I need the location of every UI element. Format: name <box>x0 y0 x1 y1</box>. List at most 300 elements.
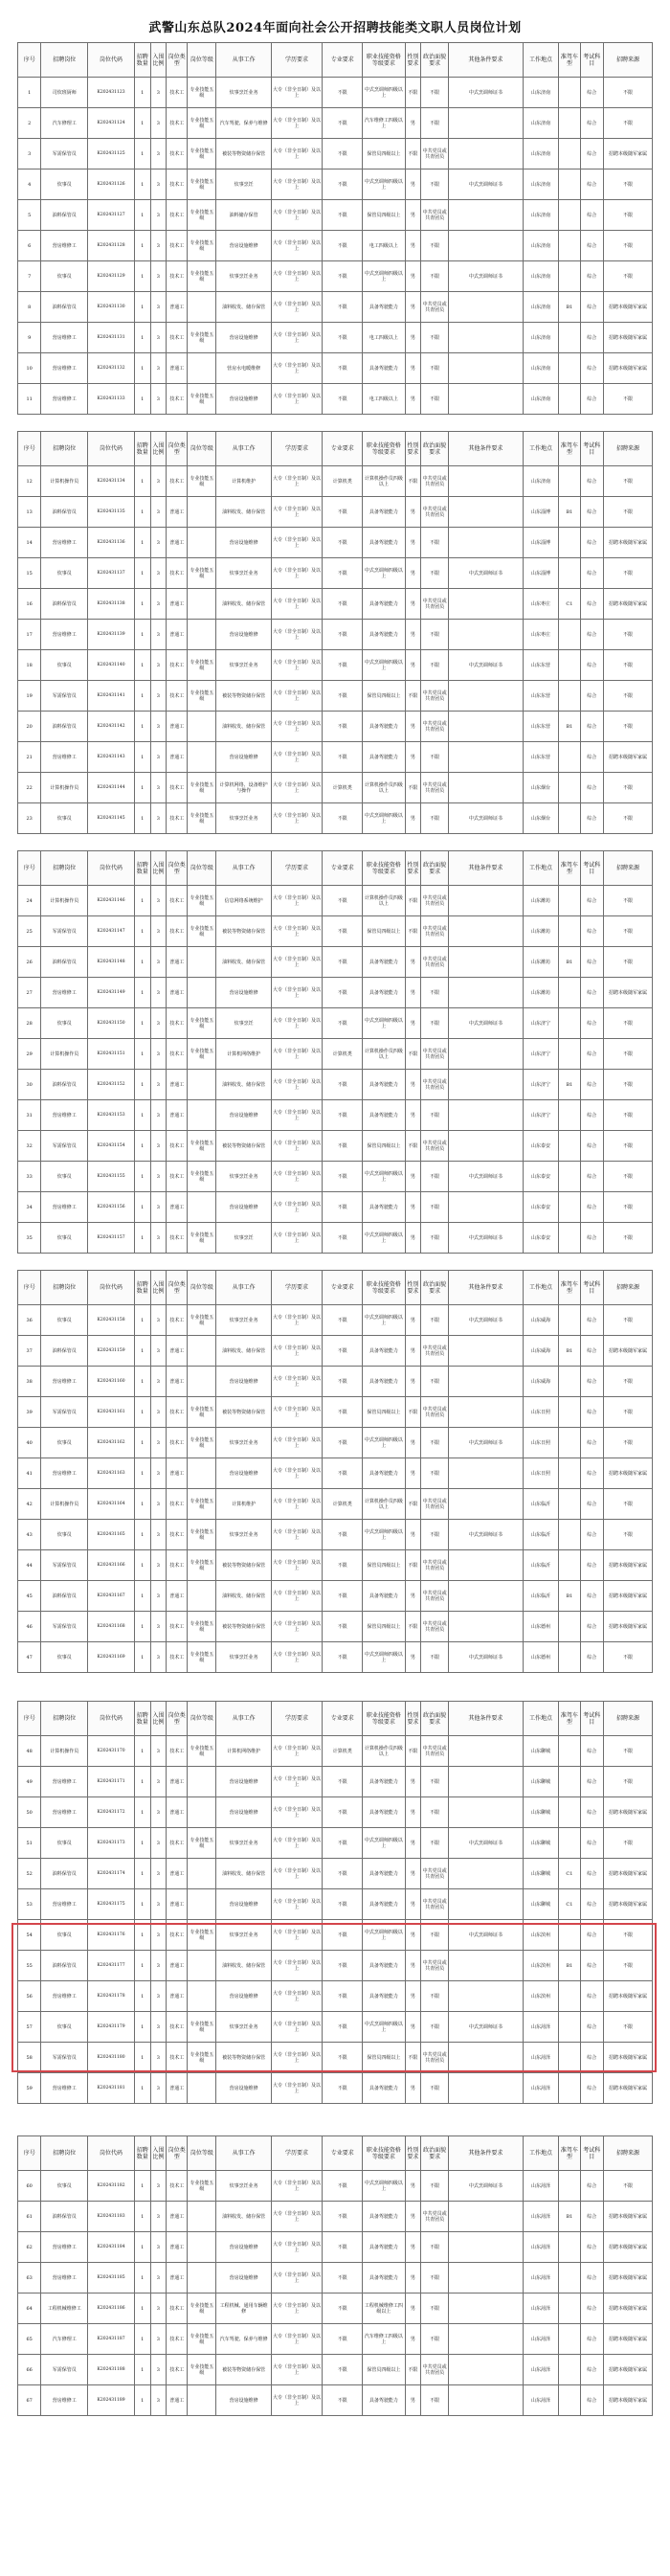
cell-exam-subject: 综合 <box>580 1367 603 1397</box>
cell-license-class <box>559 1192 580 1223</box>
cell-quota: 1 <box>134 323 150 353</box>
cell-other-conditions: 中式烹调师证书 <box>449 1223 524 1254</box>
cell-index: 21 <box>18 742 41 773</box>
cell-shortlist-ratio: 3 <box>150 200 167 231</box>
cell-gender: 男 <box>405 1100 421 1131</box>
cell-work-location: 山东东营 <box>523 681 559 712</box>
cell-shortlist-ratio: 3 <box>150 1397 167 1428</box>
cell-license-class <box>559 1305 580 1336</box>
cell-education: 大专（非全日制）及以上 <box>271 1520 322 1550</box>
cell-exam-subject: 综合 <box>580 108 603 139</box>
cell-license-class <box>559 200 580 231</box>
cell-quota: 1 <box>134 2012 150 2043</box>
cell-post-code: K202431183 <box>88 2202 135 2232</box>
cell-post-code: K202431153 <box>88 1100 135 1131</box>
cell-gender: 不限 <box>405 139 421 169</box>
cell-other-conditions <box>449 1070 524 1100</box>
cell-work-content: 计算机维护 <box>216 1489 272 1520</box>
cell-skill-cert: 保管员四级以上 <box>363 2355 405 2385</box>
cell-post-type: 技术工 <box>167 1131 188 1162</box>
cell-quota: 1 <box>134 2355 150 2385</box>
cell-education: 大专（非全日制）及以上 <box>271 108 322 139</box>
column-header-education: 学历要求 <box>271 1271 322 1305</box>
cell-skill-cert: 保管员四级以上 <box>363 1131 405 1162</box>
column-header-license-class: 准驾车型 <box>559 1271 580 1305</box>
cell-exam-subject: 综合 <box>580 681 603 712</box>
cell-recruit-source: 不限 <box>603 2012 652 2043</box>
column-header-political-status: 政治面貌要求 <box>421 1271 449 1305</box>
cell-skill-cert: 中式烹调师四级以上 <box>363 1920 405 1951</box>
cell-post-name: 营房维修工 <box>41 1367 88 1397</box>
cell-political-status: 中共党员或共青团员 <box>421 1581 449 1612</box>
cell-recruit-source: 招聘本级随军家属 <box>603 528 652 558</box>
cell-gender: 不限 <box>405 1550 421 1581</box>
cell-index: 22 <box>18 773 41 803</box>
cell-post-level <box>188 1581 216 1612</box>
table-row <box>18 1859 653 1889</box>
cell-major: 不限 <box>323 1223 363 1254</box>
column-header-work-content: 从事工作 <box>216 43 272 78</box>
cell-political-status: 中共党员或共青团员 <box>421 1859 449 1889</box>
cell-post-level <box>188 1981 216 2012</box>
table-panel-6 <box>17 2135 653 2416</box>
cell-major: 不限 <box>323 1305 363 1336</box>
cell-quota: 1 <box>134 2171 150 2202</box>
cell-shortlist-ratio: 3 <box>150 803 167 834</box>
cell-index: 3 <box>18 139 41 169</box>
cell-post-name: 军需保管员 <box>41 1131 88 1162</box>
cell-gender: 男 <box>405 1520 421 1550</box>
cell-education: 大专（非全日制）及以上 <box>271 2263 322 2294</box>
cell-exam-subject: 综合 <box>580 558 603 589</box>
cell-index: 28 <box>18 1008 41 1039</box>
cell-post-level: 专业技能五级 <box>188 886 216 916</box>
cell-other-conditions: 中式烹调师证书 <box>449 1920 524 1951</box>
cell-post-code: K202431123 <box>88 78 135 108</box>
cell-work-content: 营房设施维修 <box>216 620 272 650</box>
cell-exam-subject: 综合 <box>580 169 603 200</box>
cell-post-level <box>188 1889 216 1920</box>
cell-gender: 男 <box>405 1336 421 1367</box>
cell-index: 64 <box>18 2294 41 2324</box>
column-header-work-location: 工作地点 <box>523 1271 559 1305</box>
cell-work-location: 山东聊城 <box>523 1767 559 1797</box>
cell-shortlist-ratio: 3 <box>150 1828 167 1859</box>
cell-post-type: 普通工 <box>167 1859 188 1889</box>
cell-post-name: 军需保管员 <box>41 681 88 712</box>
cell-post-code: K202431154 <box>88 1131 135 1162</box>
cell-recruit-source: 不限 <box>603 2171 652 2202</box>
cell-political-status: 中共党员或共青团员 <box>421 1612 449 1642</box>
cell-post-level: 专业技能五级 <box>188 78 216 108</box>
cell-gender: 男 <box>405 1192 421 1223</box>
cell-work-location: 山东东营 <box>523 712 559 742</box>
cell-gender: 男 <box>405 1223 421 1254</box>
cell-exam-subject: 综合 <box>580 1070 603 1100</box>
cell-education: 大专（非全日制）及以上 <box>271 712 322 742</box>
cell-education: 大专（非全日制）及以上 <box>271 2324 322 2355</box>
column-header-skill-cert: 职业技能资格等级要求 <box>363 1702 405 1736</box>
table-row <box>18 978 653 1008</box>
cell-index: 45 <box>18 1581 41 1612</box>
column-header-exam-subject: 考试科目 <box>580 432 603 466</box>
cell-political-status: 中共党员或共青团员 <box>421 681 449 712</box>
cell-index: 42 <box>18 1489 41 1520</box>
cell-shortlist-ratio: 3 <box>150 1162 167 1192</box>
cell-work-location: 山东淄博 <box>523 528 559 558</box>
column-header-political-status: 政治面貌要求 <box>421 1702 449 1736</box>
cell-political-status: 中共党员或共青团员 <box>421 497 449 528</box>
cell-skill-cert: 具备驾驶能力 <box>363 2385 405 2416</box>
cell-political-status: 不限 <box>421 1008 449 1039</box>
cell-post-type: 技术工 <box>167 2171 188 2202</box>
cell-quota: 1 <box>134 2043 150 2073</box>
cell-work-location: 山东菏泽 <box>523 2385 559 2416</box>
cell-post-type: 普通工 <box>167 2263 188 2294</box>
cell-post-type: 技术工 <box>167 1428 188 1458</box>
cell-major: 不限 <box>323 978 363 1008</box>
cell-work-content: 炊事烹饪业务 <box>216 1828 272 1859</box>
column-header-post-level: 岗位等级 <box>188 432 216 466</box>
cell-recruit-source: 不限 <box>603 466 652 497</box>
cell-work-content: 工程机械、通用车辆维修 <box>216 2294 272 2324</box>
cell-other-conditions <box>449 1612 524 1642</box>
cell-education: 大专（非全日制）及以上 <box>271 261 322 292</box>
cell-post-type: 技术工 <box>167 558 188 589</box>
cell-post-name: 营房维修工 <box>41 528 88 558</box>
cell-exam-subject: 综合 <box>580 1131 603 1162</box>
cell-work-location: 山东日照 <box>523 1458 559 1489</box>
cell-work-content: 被装等物资储存保管 <box>216 1131 272 1162</box>
cell-post-type: 普通工 <box>167 1100 188 1131</box>
cell-license-class: C1 <box>559 589 580 620</box>
cell-post-code: K202431179 <box>88 2012 135 2043</box>
cell-gender: 不限 <box>405 916 421 947</box>
cell-exam-subject: 综合 <box>580 1458 603 1489</box>
cell-post-name: 炊事员 <box>41 1223 88 1254</box>
cell-work-content: 油料收发、储存保管 <box>216 497 272 528</box>
cell-exam-subject: 综合 <box>580 1428 603 1458</box>
cell-exam-subject: 综合 <box>580 1859 603 1889</box>
cell-post-name: 炊事员 <box>41 2012 88 2043</box>
cell-skill-cert: 具备驾驶能力 <box>363 2202 405 2232</box>
cell-education: 大专（非全日制）及以上 <box>271 2012 322 2043</box>
cell-work-content: 油料收发、储存保管 <box>216 1336 272 1367</box>
cell-work-content: 油料收发、储存保管 <box>216 1951 272 1981</box>
cell-political-status: 不限 <box>421 2294 449 2324</box>
cell-work-content: 计算机网络维护 <box>216 1736 272 1767</box>
cell-post-level <box>188 1192 216 1223</box>
cell-gender: 男 <box>405 2202 421 2232</box>
cell-exam-subject: 综合 <box>580 384 603 415</box>
column-header-index: 序号 <box>18 1271 41 1305</box>
cell-education: 大专（非全日制）及以上 <box>271 916 322 947</box>
cell-shortlist-ratio: 3 <box>150 620 167 650</box>
table-row <box>18 1612 653 1642</box>
column-header-recruit-source: 招聘来源 <box>603 432 652 466</box>
cell-education: 大专（非全日制）及以上 <box>271 1951 322 1981</box>
cell-exam-subject: 综合 <box>580 650 603 681</box>
cell-post-type: 技术工 <box>167 886 188 916</box>
cell-post-name: 营房维修工 <box>41 2263 88 2294</box>
cell-post-level: 专业技能五级 <box>188 1008 216 1039</box>
cell-work-location: 山东济南 <box>523 139 559 169</box>
column-header-work-content: 从事工作 <box>216 2136 272 2171</box>
cell-license-class <box>559 2232 580 2263</box>
cell-major: 不限 <box>323 2355 363 2385</box>
cell-work-location: 山东滨州 <box>523 1920 559 1951</box>
cell-political-status: 不限 <box>421 1828 449 1859</box>
cell-index: 12 <box>18 466 41 497</box>
cell-exam-subject: 综合 <box>580 2202 603 2232</box>
cell-post-level <box>188 1458 216 1489</box>
column-header-shortlist-ratio: 入围比例 <box>150 2136 167 2171</box>
cell-post-type: 技术工 <box>167 78 188 108</box>
cell-recruit-source: 不限 <box>603 712 652 742</box>
cell-recruit-source: 不限 <box>603 1736 652 1767</box>
cell-political-status: 中共党员或共青团员 <box>421 886 449 916</box>
column-header-education: 学历要求 <box>271 851 322 886</box>
cell-post-type: 普通工 <box>167 978 188 1008</box>
cell-index: 40 <box>18 1428 41 1458</box>
cell-post-level <box>188 2073 216 2104</box>
cell-education: 大专（非全日制）及以上 <box>271 650 322 681</box>
cell-post-level: 专业技能五级 <box>188 1550 216 1581</box>
column-header-major: 专业要求 <box>323 851 363 886</box>
cell-post-level: 专业技能五级 <box>188 200 216 231</box>
cell-political-status: 中共党员或共青团员 <box>421 1397 449 1428</box>
cell-work-location: 山东威海 <box>523 1305 559 1336</box>
table-row <box>18 1223 653 1254</box>
cell-index: 65 <box>18 2324 41 2355</box>
cell-license-class <box>559 1642 580 1673</box>
column-header-exam-subject: 考试科目 <box>580 1271 603 1305</box>
cell-index: 58 <box>18 2043 41 2073</box>
cell-post-level: 专业技能五级 <box>188 1428 216 1458</box>
column-header-major: 专业要求 <box>323 1271 363 1305</box>
cell-political-status: 中共党员或共青团员 <box>421 947 449 978</box>
cell-work-location: 山东济南 <box>523 231 559 261</box>
cell-work-location: 山东菏泽 <box>523 2355 559 2385</box>
cell-gender: 男 <box>405 2073 421 2104</box>
cell-post-level: 专业技能五级 <box>188 261 216 292</box>
column-header-major: 专业要求 <box>323 432 363 466</box>
cell-post-name: 军需保管员 <box>41 2043 88 2073</box>
cell-post-name: 营房维修工 <box>41 978 88 1008</box>
cell-recruit-source: 不限 <box>603 1162 652 1192</box>
cell-post-type: 普通工 <box>167 712 188 742</box>
cell-education: 大专（非全日制）及以上 <box>271 1736 322 1767</box>
cell-work-content: 营房设施维修 <box>216 2263 272 2294</box>
cell-education: 大专（非全日制）及以上 <box>271 1859 322 1889</box>
cell-post-type: 普通工 <box>167 2232 188 2263</box>
table-panel-2 <box>17 431 653 834</box>
cell-work-content: 信息网络系统维护 <box>216 886 272 916</box>
column-header-gender: 性别要求 <box>405 851 421 886</box>
cell-post-level <box>188 712 216 742</box>
cell-post-code: K202431175 <box>88 1889 135 1920</box>
cell-post-type: 技术工 <box>167 261 188 292</box>
cell-quota: 1 <box>134 589 150 620</box>
cell-post-type: 普通工 <box>167 947 188 978</box>
cell-index: 15 <box>18 558 41 589</box>
cell-work-content: 炊事烹饪业务 <box>216 78 272 108</box>
cell-major: 不限 <box>323 2294 363 2324</box>
cell-skill-cert: 具备驾驶能力 <box>363 1336 405 1367</box>
cell-work-location: 山东济宁 <box>523 1100 559 1131</box>
cell-quota: 1 <box>134 803 150 834</box>
cell-quota: 1 <box>134 2324 150 2355</box>
cell-license-class <box>559 139 580 169</box>
cell-work-location: 山东菏泽 <box>523 2232 559 2263</box>
cell-exam-subject: 综合 <box>580 1828 603 1859</box>
cell-license-class <box>559 803 580 834</box>
table-row <box>18 886 653 916</box>
cell-work-location: 山东枣庄 <box>523 589 559 620</box>
cell-other-conditions <box>449 2202 524 2232</box>
cell-other-conditions: 中式烹调师证书 <box>449 2171 524 2202</box>
table-row <box>18 1767 653 1797</box>
cell-education: 大专（非全日制）及以上 <box>271 803 322 834</box>
cell-gender: 男 <box>405 231 421 261</box>
table-row <box>18 169 653 200</box>
cell-license-class <box>559 169 580 200</box>
cell-political-status: 不限 <box>421 978 449 1008</box>
cell-work-content: 被装等物资储存保管 <box>216 916 272 947</box>
cell-education: 大专（非全日制）及以上 <box>271 1550 322 1581</box>
cell-post-level: 专业技能五级 <box>188 108 216 139</box>
column-header-other-conditions: 其他条件要求 <box>449 851 524 886</box>
cell-index: 19 <box>18 681 41 712</box>
cell-exam-subject: 综合 <box>580 2263 603 2294</box>
cell-post-name: 计算机操作员 <box>41 1736 88 1767</box>
cell-index: 49 <box>18 1767 41 1797</box>
cell-education: 大专（非全日制）及以上 <box>271 2043 322 2073</box>
header-row <box>18 851 653 886</box>
cell-gender: 不限 <box>405 1131 421 1162</box>
cell-shortlist-ratio: 3 <box>150 1100 167 1131</box>
cell-quota: 1 <box>134 231 150 261</box>
cell-work-content: 炊事烹饪 <box>216 1008 272 1039</box>
cell-other-conditions <box>449 742 524 773</box>
cell-gender: 男 <box>405 1458 421 1489</box>
cell-post-level <box>188 1070 216 1100</box>
cell-post-name: 计算机操作员 <box>41 466 88 497</box>
cell-work-content: 炊事烹饪业务 <box>216 1305 272 1336</box>
cell-major: 不限 <box>323 497 363 528</box>
cell-major: 计算机类 <box>323 773 363 803</box>
column-header-recruit-source: 招聘来源 <box>603 1702 652 1736</box>
cell-index: 38 <box>18 1367 41 1397</box>
cell-post-code: K202431151 <box>88 1039 135 1070</box>
column-header-other-conditions: 其他条件要求 <box>449 1271 524 1305</box>
cell-skill-cert: 中式烹调师四级以上 <box>363 558 405 589</box>
cell-major: 计算机类 <box>323 1489 363 1520</box>
cell-political-status: 不限 <box>421 650 449 681</box>
column-header-exam-subject: 考试科目 <box>580 851 603 886</box>
cell-license-class <box>559 2385 580 2416</box>
cell-index: 51 <box>18 1828 41 1859</box>
cell-quota: 1 <box>134 2385 150 2416</box>
cell-other-conditions: 中式烹调师证书 <box>449 1162 524 1192</box>
column-header-shortlist-ratio: 入围比例 <box>150 1271 167 1305</box>
table-row <box>18 2073 653 2104</box>
cell-shortlist-ratio: 3 <box>150 742 167 773</box>
cell-index: 46 <box>18 1612 41 1642</box>
cell-skill-cert: 中式烹调师四级以上 <box>363 1520 405 1550</box>
cell-post-name: 油料保管员 <box>41 1581 88 1612</box>
cell-gender: 男 <box>405 1767 421 1797</box>
cell-license-class <box>559 978 580 1008</box>
cell-post-name: 油料保管员 <box>41 1070 88 1100</box>
cell-post-level: 专业技能五级 <box>188 916 216 947</box>
cell-political-status: 不限 <box>421 1797 449 1828</box>
cell-post-name: 营房维修工 <box>41 2385 88 2416</box>
cell-post-type: 普通工 <box>167 1581 188 1612</box>
cell-gender: 不限 <box>405 773 421 803</box>
cell-post-name: 炊事员 <box>41 1642 88 1673</box>
table-row <box>18 323 653 353</box>
cell-post-level: 专业技能五级 <box>188 1828 216 1859</box>
cell-post-name: 军需保管员 <box>41 916 88 947</box>
cell-post-type: 技术工 <box>167 1736 188 1767</box>
cell-post-code: K202431163 <box>88 1458 135 1489</box>
cell-exam-subject: 综合 <box>580 1336 603 1367</box>
cell-post-level: 专业技能五级 <box>188 1305 216 1336</box>
cell-license-class <box>559 1828 580 1859</box>
cell-other-conditions <box>449 1951 524 1981</box>
cell-education: 大专（非全日制）及以上 <box>271 947 322 978</box>
cell-education: 大专（非全日制）及以上 <box>271 1223 322 1254</box>
cell-post-code: K202431184 <box>88 2232 135 2263</box>
cell-post-code: K202431157 <box>88 1223 135 1254</box>
cell-index: 47 <box>18 1642 41 1673</box>
cell-license-class <box>559 353 580 384</box>
cell-major: 不限 <box>323 323 363 353</box>
table-row <box>18 2202 653 2232</box>
cell-quota: 1 <box>134 1520 150 1550</box>
cell-exam-subject: 综合 <box>580 620 603 650</box>
cell-recruit-source: 招聘本级随军家属 <box>603 978 652 1008</box>
cell-index: 50 <box>18 1797 41 1828</box>
cell-education: 大专（非全日制）及以上 <box>271 1581 322 1612</box>
cell-post-name: 军需保管员 <box>41 139 88 169</box>
cell-education: 大专（非全日制）及以上 <box>271 1981 322 2012</box>
column-header-recruit-source: 招聘来源 <box>603 1271 652 1305</box>
cell-major: 不限 <box>323 1336 363 1367</box>
cell-post-type: 普通工 <box>167 2073 188 2104</box>
cell-gender: 男 <box>405 1828 421 1859</box>
cell-political-status: 中共党员或共青团员 <box>421 2043 449 2073</box>
cell-quota: 1 <box>134 1100 150 1131</box>
cell-political-status: 中共党员或共青团员 <box>421 916 449 947</box>
cell-skill-cert: 计算机操作员四级以上 <box>363 1039 405 1070</box>
cell-political-status: 不限 <box>421 1100 449 1131</box>
cell-skill-cert: 具备驾驶能力 <box>363 1767 405 1797</box>
cell-education: 大专（非全日制）及以上 <box>271 1336 322 1367</box>
cell-exam-subject: 综合 <box>580 2385 603 2416</box>
cell-post-name: 炊事员 <box>41 650 88 681</box>
cell-work-location: 山东泰安 <box>523 1192 559 1223</box>
table-row <box>18 1797 653 1828</box>
cell-post-name: 油料保管员 <box>41 1859 88 1889</box>
cell-work-location: 山东日照 <box>523 1428 559 1458</box>
cell-post-level: 专业技能五级 <box>188 1131 216 1162</box>
cell-license-class <box>559 1797 580 1828</box>
cell-skill-cert: 工程机械维修工四级以上 <box>363 2294 405 2324</box>
cell-major: 不限 <box>323 2073 363 2104</box>
cell-recruit-source: 不限 <box>603 1951 652 1981</box>
